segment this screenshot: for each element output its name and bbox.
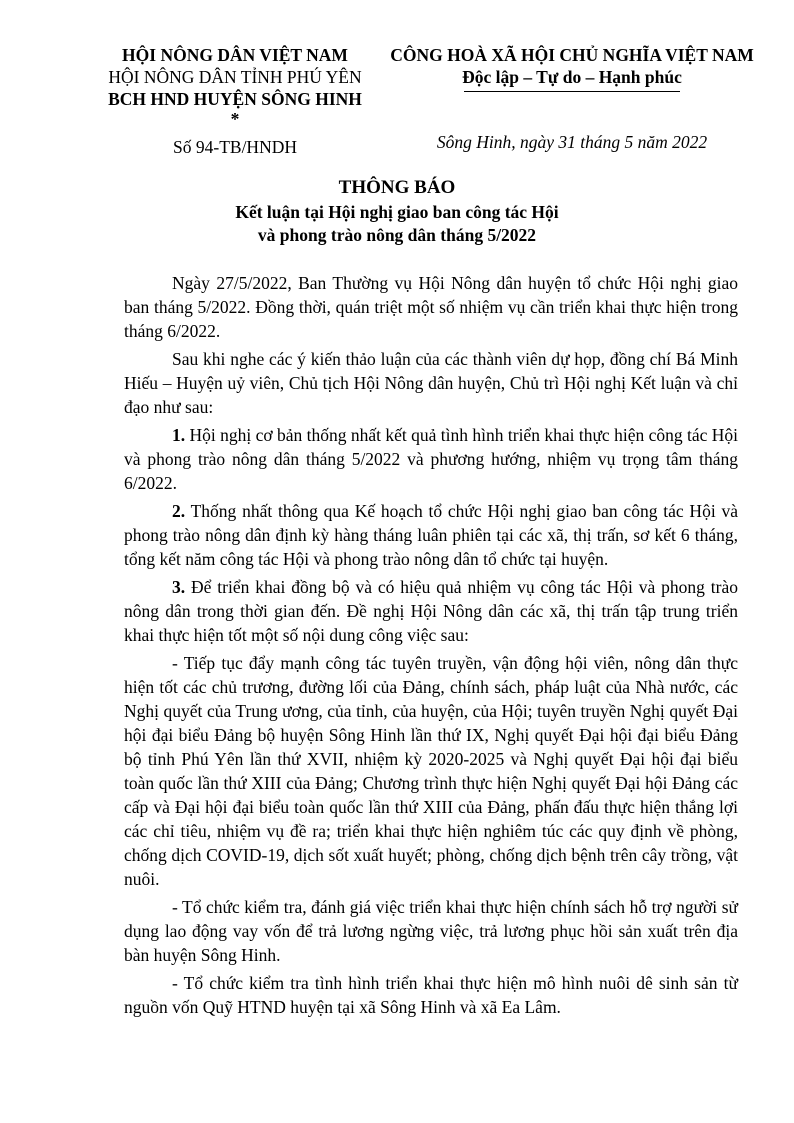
org-line-provincial: HỘI NÔNG DÂN TỈNH PHÚ YÊN [108,67,362,87]
document-body [124,271,738,1023]
document-title-block [110,175,684,247]
item-number: 3. [172,577,186,597]
item-text: Hội nghị cơ bản thống nhất kết quả tình hình triển khai thực hiện công tác Hội và phong trào nông dân tháng 5/2022 và phương hướng, nhiệm vụ trọng tâm tháng 6/2022. [124,425,738,493]
paragraph-intro: Ngày 27/5/2022, Ban Thường vụ Hội Nông dân huyện tổ chức Hội nghị giao ban tháng 5/2022. Đồng thời, quán triệt một số nhiệm vụ cần triển khai thực hiện trong tháng 6/2022. [124,273,738,341]
item-number: 2. [172,501,186,521]
task-bullet-propaganda: - Tiếp tục đẩy mạnh công tác tuyên truyền, vận động hội viên, nông dân thực hiện tốt các chủ trương, đường lối của Đảng, chính sách, pháp luật của Nhà nước, các Nghị quyết của Trung ương, của tỉnh, của huyện, của Hội; tuyên truyền Nghị quyết Đại hội đại biểu Đảng bộ huyện Sông Hinh lần thứ IX, Nghị quyết Đại hội đại biểu Đảng bộ tỉnh Phú Yên lần thứ XVII, nhiệm kỳ 2020-2025 và Nghị quyết Đại hội đại biểu toàn quốc lần thứ XIII của Đảng; Chương trình thực hiện Nghị quyết Đại hội Đảng các cấp và Đại hội đại biểu toàn quốc lần thứ XIII của Đảng, phấn đấu thực hiện thắng lợi các chỉ tiêu, nhiệm vụ đề ra; triển khai thực hiện nghiêm túc các quy định về phòng, chống dịch COVID-19, dịch sốt xuất huyết; phòng, chống dịch bệnh trên cây trồng, vật nuôi. [124,653,738,889]
document-subtitle-line2: và phong trào nông dân tháng 5/2022 [257,225,537,245]
country-name: CÔNG HOÀ XÃ HỘI CHỦ NGHĨA VIỆT NAM [390,45,754,65]
star-separator: * [230,109,240,129]
task-bullet-loan-inspection: - Tổ chức kiểm tra, đánh giá việc triển khai thực hiện chính sách hỗ trợ người sử dụng lao động vay vốn để trả lương ngừng việc, trả lương phục hồi sản xuất trên địa bàn huyện Sông Hinh. [124,897,738,965]
motto: Độc lập – Tự do – Hạnh phúc [462,67,682,87]
paragraph-chair-conclusion: Sau khi nghe các ý kiến thảo luận của các thành viên dự họp, đồng chí Bá Minh Hiếu – Huyện uỷ viên, Chủ tịch Hội Nông dân huyện, Chủ trì Hội nghị Kết luận và chỉ đạo như sau: [124,349,738,417]
item-text: Để triển khai đồng bộ và có hiệu quả nhiệm vụ công tác Hội và phong trào nông dân trong thời gian đến. Đề nghị Hội Nông dân các xã, thị trấn tập trung triển khai thực hiện tốt một số nội dung công việc sau: [124,577,738,645]
document-title: THÔNG BÁO [338,177,456,198]
issuing-organization-block [90,44,380,158]
org-line-national: HỘI NÔNG DÂN VIỆT NAM [122,45,348,65]
place-and-date: Sông Hinh, ngày 31 tháng 5 năm 2022 [436,132,708,152]
conclusion-item-2 [124,499,738,571]
motto-underline [464,91,680,92]
document-subtitle-line1: Kết luận tại Hội nghị giao ban công tác Hội [235,202,559,222]
national-motto-block [380,44,764,92]
item-number: 1. [172,425,186,445]
item-text: Thống nhất thông qua Kế hoạch tổ chức Hội nghị giao ban công tác Hội và phong trào nông dân định kỳ hàng tháng luân phiên tại các xã, thị trấn, sơ kết 6 tháng, tổng kết năm công tác Hội và phong trào nông dân tổ chức tại huyện. [124,501,738,569]
conclusion-item-3 [124,575,738,647]
org-line-district: BCH HND HUYỆN SÔNG HINH [108,89,362,109]
document-number: Số 94-TB/HNDH [173,137,297,157]
conclusion-item-1 [124,423,738,495]
task-bullet-goat-model: - Tổ chức kiểm tra tình hình triển khai thực hiện mô hình nuôi dê sinh sản từ nguồn vốn Quỹ HTND huyện tại xã Sông Hinh và xã Ea Lâm. [124,973,738,1017]
